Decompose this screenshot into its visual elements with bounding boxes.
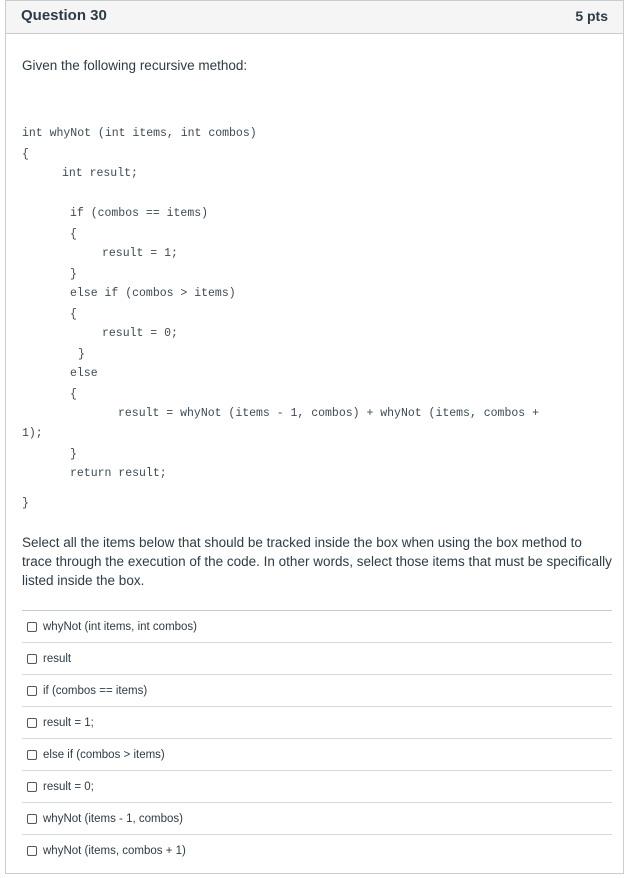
answer-label: whyNot (items, combos + 1)	[43, 844, 186, 857]
checkbox[interactable]	[27, 782, 37, 792]
code-line: int whyNot (int items, int combos)	[22, 127, 257, 140]
code-line: }	[70, 268, 77, 281]
answer-label: whyNot (int items, int combos)	[43, 620, 198, 633]
code-line: }	[78, 348, 85, 361]
code-line: result = 1;	[102, 247, 178, 260]
answer-option[interactable]	[22, 642, 612, 674]
answer-option[interactable]	[22, 610, 612, 642]
code-line: result = 0;	[102, 327, 178, 340]
answer-label: whyNot (items - 1, combos)	[43, 812, 183, 825]
checkbox[interactable]	[27, 654, 37, 664]
code-line: {	[70, 388, 77, 401]
code-line: int result;	[62, 167, 138, 180]
answer-label: else if (combos > items)	[43, 748, 165, 761]
answer-label: result = 0;	[43, 780, 94, 793]
checkbox[interactable]	[27, 686, 37, 696]
answer-label: result = 1;	[43, 716, 94, 729]
code-line: {	[70, 228, 77, 241]
answer-list	[22, 610, 612, 866]
answer-label: result	[43, 652, 72, 665]
code-line: {	[70, 308, 77, 321]
question-header	[6, 1, 623, 34]
code-line: if (combos == items)	[70, 207, 209, 220]
code-line: return result;	[70, 467, 167, 480]
code-line: else if (combos > items)	[70, 287, 236, 300]
answer-option[interactable]	[22, 770, 612, 802]
answer-option[interactable]	[22, 706, 612, 738]
answer-option[interactable]	[22, 834, 612, 866]
code-line: else	[70, 367, 98, 380]
code-line: result = whyNot (items - 1, combos) + whyNot (items, combos +	[118, 407, 539, 420]
code-line: }	[22, 497, 29, 510]
question-prompt: Select all the items below that should be tracked inside the box when using the box method to trace through the execution of the code. In other words, select those items that must be specifically listed inside the box.	[22, 535, 612, 588]
checkbox[interactable]	[27, 846, 37, 856]
answer-label: if (combos == items)	[43, 684, 148, 697]
code-line: 1);	[22, 427, 43, 440]
code-line: {	[22, 148, 29, 161]
answer-option[interactable]	[22, 674, 612, 706]
checkbox[interactable]	[27, 622, 37, 632]
answer-option[interactable]	[22, 738, 612, 770]
checkbox[interactable]	[27, 718, 37, 728]
question-points: 5 pts	[575, 8, 608, 24]
checkbox[interactable]	[27, 750, 37, 760]
question-intro: Given the following recursive method:	[22, 58, 248, 73]
code-line: }	[70, 448, 77, 461]
question-title: Question 30	[21, 7, 107, 24]
answer-option[interactable]	[22, 802, 612, 834]
checkbox[interactable]	[27, 814, 37, 824]
